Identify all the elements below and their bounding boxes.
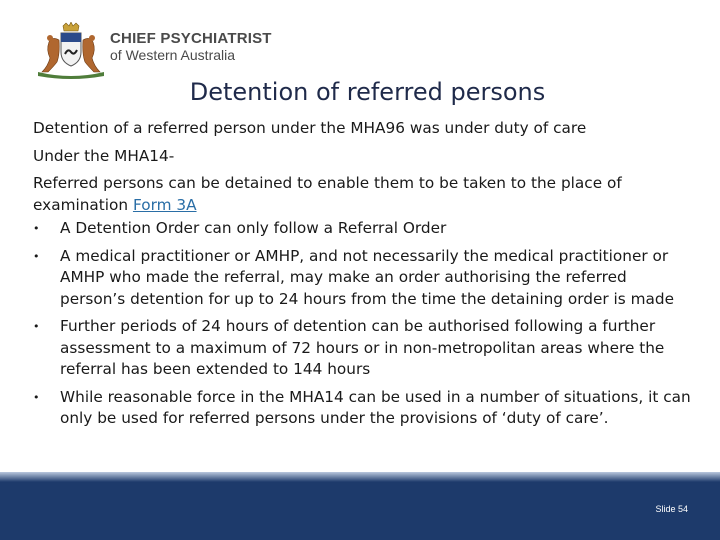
organisation-name xyxy=(110,30,272,63)
slide-title: Detention of referred persons xyxy=(189,78,546,106)
list-item xyxy=(33,387,693,430)
slide-body xyxy=(33,118,693,436)
list-item xyxy=(33,246,693,311)
bullet-icon: • xyxy=(33,249,40,263)
bullet-text-3: Further periods of 24 hours of detention can be authorised following a further assessment to a maximum of 72 hours or in non-metropolitan areas where the referral has been extended to 144 hours xyxy=(60,317,665,378)
paragraph-1: Detention of a referred person under the MHA96 was under duty of care xyxy=(33,119,587,137)
footer-band xyxy=(0,472,720,540)
bullet-icon: • xyxy=(33,320,40,333)
list-item xyxy=(33,218,693,240)
bullet-text-1: A Detention Order can only follow a Referral Order xyxy=(60,219,447,237)
bullet-text-2: A medical practitioner or AMHP, and not necessarily the medical practitioner or AMHP who made the referral, may make an order authorising the referred person’s detention for up to 24 hours from the time the detaining order is made xyxy=(60,246,674,308)
paragraph-2: Under the MHA14- xyxy=(33,146,175,165)
slide-number: Slide 54 xyxy=(655,504,688,514)
footer-fade xyxy=(0,472,720,482)
paragraph-3 xyxy=(33,173,693,216)
paragraph-3-text: Referred persons can be detained to enable them to be taken to the place of examination xyxy=(33,174,622,214)
wa-coat-of-arms-icon xyxy=(32,22,110,82)
bullet-icon: • xyxy=(33,390,40,404)
bullet-text-4: While reasonable force in the MHA14 can be used in a number of situations, it can only be used for referred persons under the provisions of ‘duty of care’. xyxy=(60,387,691,427)
list-item xyxy=(33,316,693,381)
form-3a-link[interactable]: Form 3A xyxy=(132,195,197,214)
org-name-line2: of Western Australia xyxy=(110,47,236,63)
bullet-icon: • xyxy=(33,222,40,235)
bullet-list xyxy=(33,218,693,430)
org-name-line1: CHIEF PSYCHIATRIST xyxy=(110,30,272,47)
